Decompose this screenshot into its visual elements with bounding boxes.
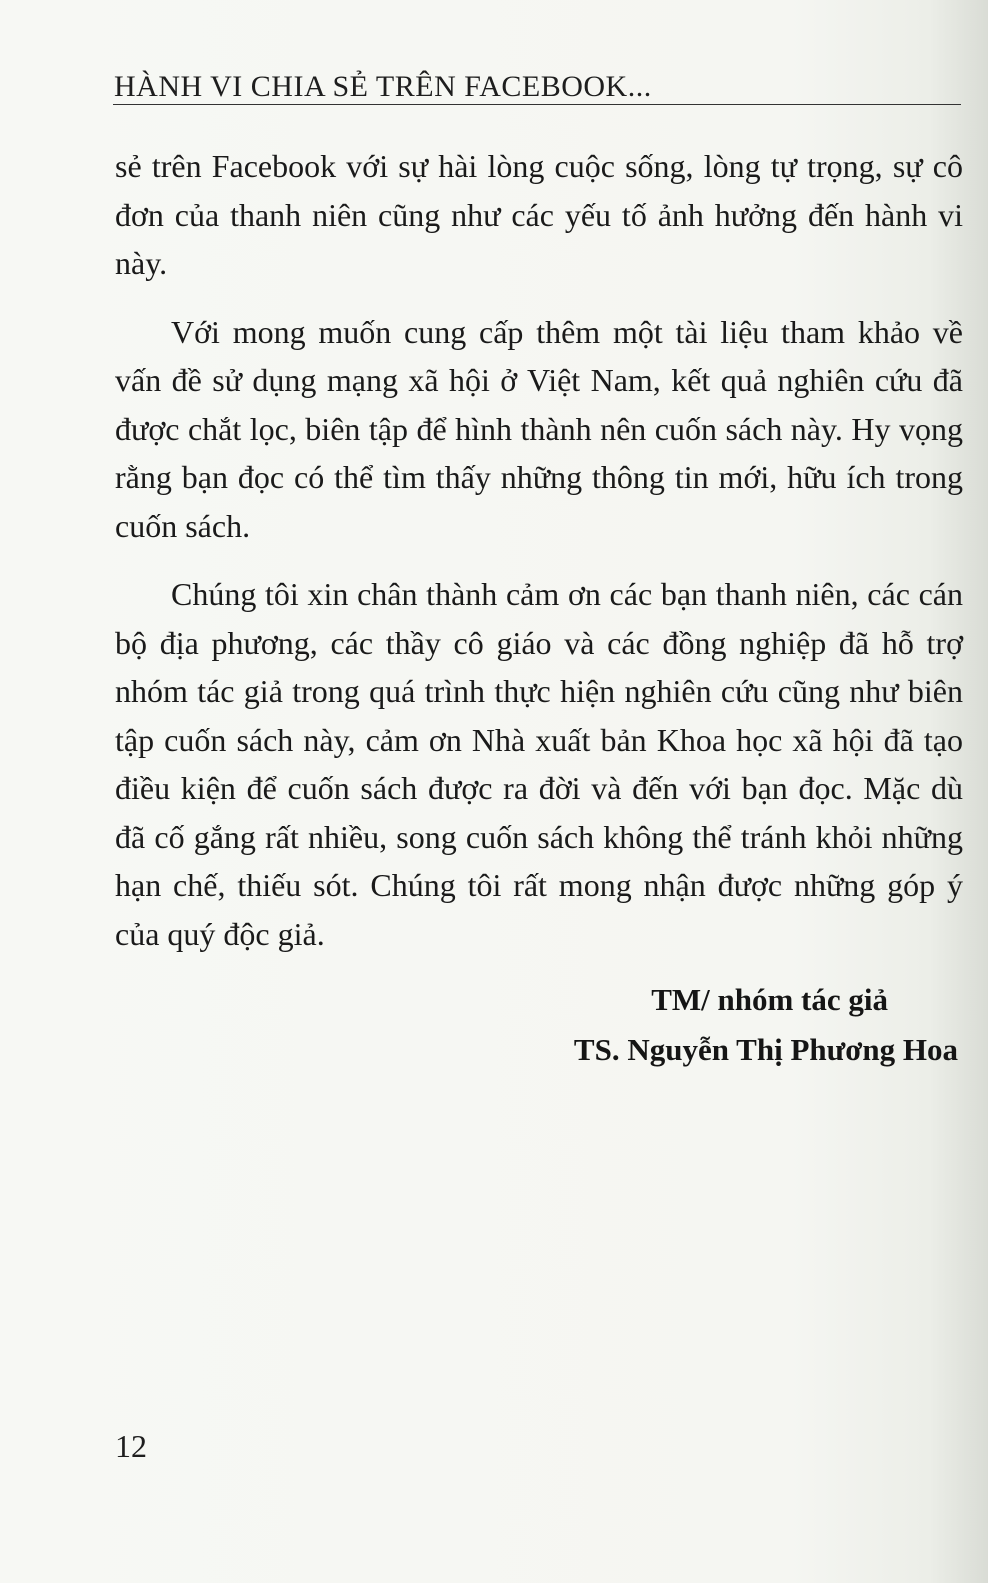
paragraph-2: Với mong muốn cung cấp thêm một tài liệu tham khảo về vấn đề sử dụng mạng xã hội ở Việt Nam, kết quả nghiên cứu đã được chắt lọc, biên tập để hình thành nên cuốn sách này. Hy vọng rằng bạn đọc có thể tìm thấy những thông tin mới, hữu ích trong cuốn sách.	[115, 313, 963, 544]
paragraph-1: sẻ trên Facebook với sự hài lòng cuộc sống, lòng tự trọng, sự cô đơn của thanh niên cũng như các yếu tố ảnh hưởng đến hành vi này.	[115, 148, 963, 281]
header-divider	[113, 104, 961, 105]
body-text	[115, 142, 963, 978]
signature-name: TS. Nguyễn Thị Phương Hoa	[573, 1032, 958, 1067]
paragraph-3: Chúng tôi xin chân thành cảm ơn các bạn thanh niên, các cán bộ địa phương, các thầy cô giáo và các đồng nghiệp đã hỗ trợ nhóm tác giả trong quá trình thực hiện nghiên cứu cũng như biên tập cuốn sách này, cảm ơn Nhà xuất bản Khoa học xã hội đã tạo điều kiện để cuốn sách được ra đời và đến với bạn đọc. Mặc dù đã cố gắng rất nhiều, song cuốn sách không thể tránh khỏi những hạn chế, thiếu sót. Chúng tôi rất mong nhận được những góp ý của quý độc giả.	[115, 576, 963, 952]
running-header: HÀNH VI CHIA SẺ TRÊN FACEBOOK...	[114, 70, 652, 103]
page-number: 12	[115, 1428, 147, 1464]
signature-role: TM/ nhóm tác giả	[651, 982, 888, 1017]
